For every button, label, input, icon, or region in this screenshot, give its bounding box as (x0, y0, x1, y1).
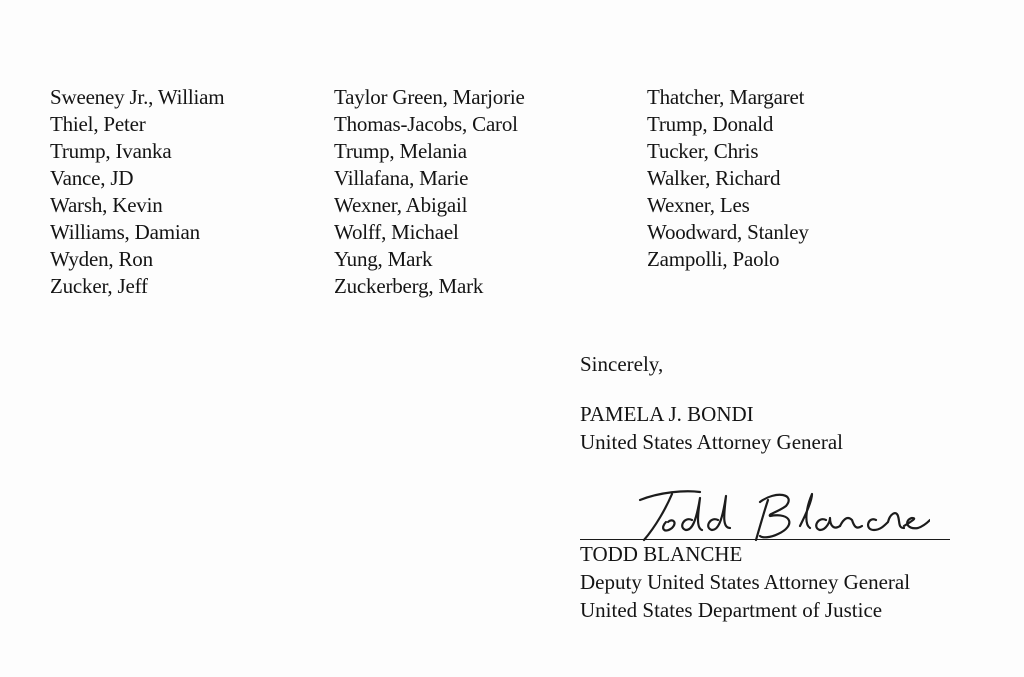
name-entry: Wexner, Abigail (334, 193, 468, 217)
name-entry: Zuckerberg, Mark (334, 274, 484, 298)
signer-name: PAMELA J. BONDI (580, 402, 754, 426)
name-entry: Wexner, Les (647, 193, 750, 217)
name-entry: Zampolli, Paolo (647, 247, 780, 271)
name-entry: Trump, Ivanka (50, 139, 172, 163)
name-entry: Zucker, Jeff (50, 274, 148, 298)
name-entry: Walker, Richard (647, 166, 781, 190)
name-entry: Trump, Donald (647, 112, 774, 136)
names-column-1 (50, 84, 224, 300)
name-entry: Wyden, Ron (50, 247, 153, 271)
handwritten-signature (600, 478, 930, 548)
name-entry: Thiel, Peter (50, 112, 146, 136)
name-entry: Tucker, Chris (647, 139, 759, 163)
name-entry: Thatcher, Margaret (647, 85, 805, 109)
names-column-2 (334, 84, 525, 300)
name-entry: Williams, Damian (50, 220, 200, 244)
signer-department: United States Department of Justice (580, 598, 883, 622)
signer-title: Deputy United States Attorney General (580, 570, 911, 594)
name-entry: Vance, JD (50, 166, 134, 190)
name-entry: Wolff, Michael (334, 220, 459, 244)
name-entry: Sweeney Jr., William (50, 85, 225, 109)
name-entry: Yung, Mark (334, 247, 433, 271)
signer-title: United States Attorney General (580, 430, 844, 454)
signer-name: TODD BLANCHE (580, 542, 743, 566)
letter-closing: Sincerely, (580, 352, 664, 376)
name-entry: Thomas-Jacobs, Carol (334, 112, 518, 136)
signer-block-blanche (580, 540, 910, 624)
signer-block-bondi (580, 400, 843, 456)
names-column-3 (647, 84, 809, 273)
name-entry: Villafana, Marie (334, 166, 469, 190)
name-entry: Taylor Green, Marjorie (334, 85, 525, 109)
name-entry: Trump, Melania (334, 139, 467, 163)
name-entry: Warsh, Kevin (50, 193, 163, 217)
name-entry: Woodward, Stanley (647, 220, 809, 244)
